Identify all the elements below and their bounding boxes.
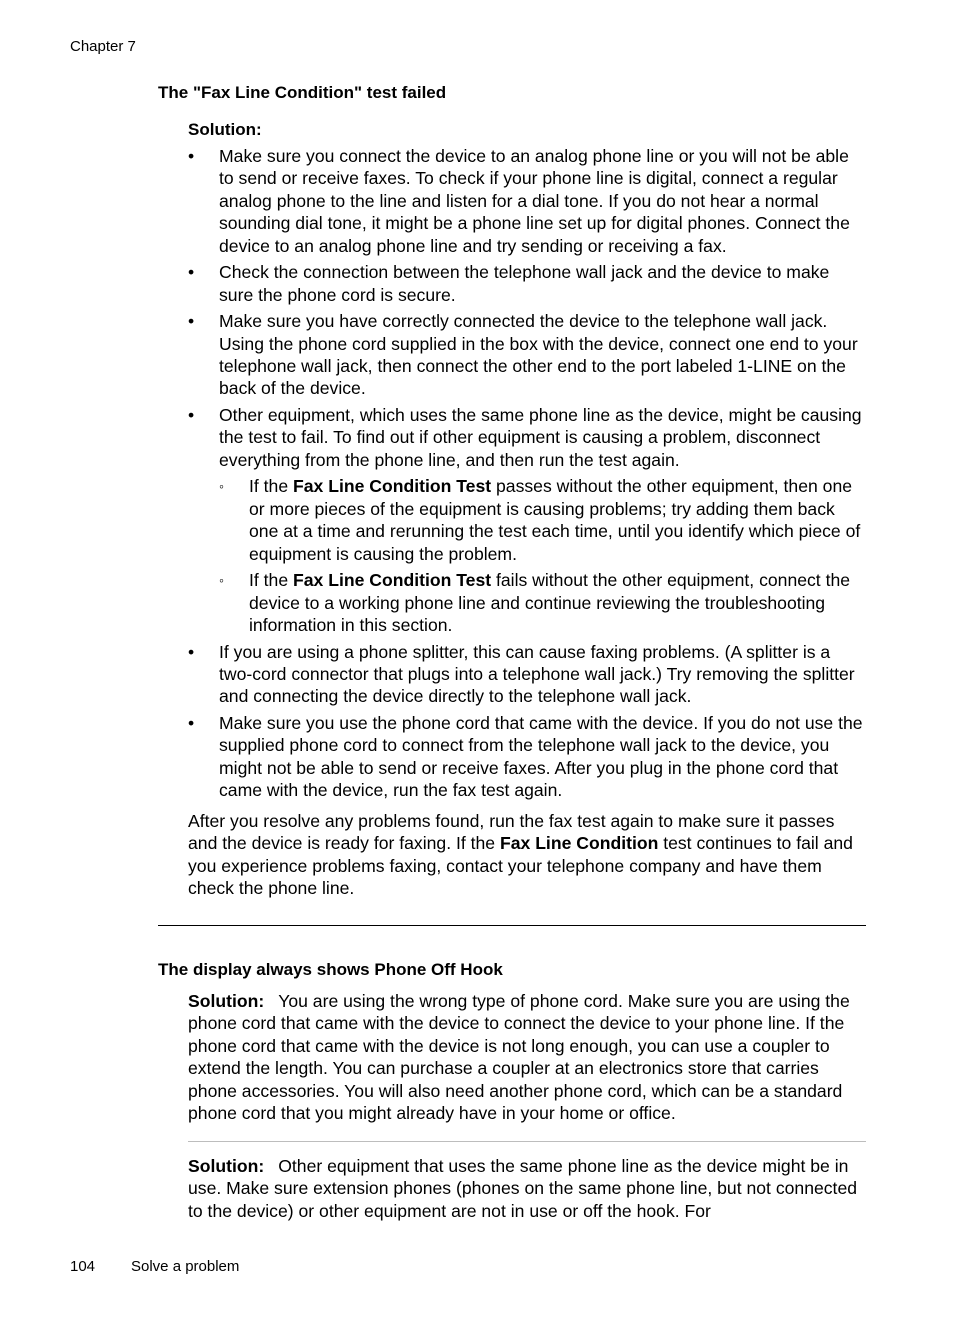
bullet-item — [188, 404, 868, 636]
sub-bullet-item — [219, 569, 868, 636]
solution-bullet-list — [188, 145, 868, 806]
solution-paragraph — [188, 1155, 868, 1222]
sub-bullet-post: passes without the other equipment, then one or more pieces of the equipment is causing problems; try adding them back one at a time and rerunning the test each time, until you identify which piece of equipment is causing the problem. — [249, 476, 861, 564]
bullet-text: If you are using a phone splitter, this can cause faxing problems. (A splitter is a two-cord connector that plugs into a telephone wall jack.) Try removing the splitter and connecting the device directly to the telephone wall jack. — [219, 641, 855, 707]
section-divider — [158, 925, 866, 926]
solution-divider — [188, 1141, 866, 1142]
solution-paragraph — [188, 990, 868, 1124]
sub-bullet-emphasis: Fax Line Condition Test — [293, 570, 492, 591]
bullet-item — [188, 641, 868, 708]
bullet-item — [188, 261, 868, 306]
bullet-text: Make sure you have correctly connected the device to the telephone wall jack. Using the phone cord supplied in the box with the device, connect one end to your telephone wall jack, then connect the other end to the port labeled 1-LINE on the back of the device. — [219, 311, 858, 399]
bullet-item — [188, 310, 868, 400]
closing-emphasis: Fax Line Condition — [499, 833, 659, 854]
bullet-text: Make sure you use the phone cord that came with the device. If you do not use the supplied phone cord to connect from the telephone wall jack to the device, you might not be able to send or receive faxes. After you plug in the phone cord that came with the device, run the fax test again. — [219, 713, 863, 801]
sub-bullet-pre: If the — [249, 570, 294, 591]
section-heading-fax-line-condition: The "Fax Line Condition" test failed — [158, 83, 447, 102]
footer-page-number: 104 — [70, 1258, 96, 1275]
sub-bullet-item — [219, 475, 868, 565]
solution-label: Solution: — [188, 120, 262, 139]
closing-paragraph — [188, 810, 868, 900]
section-heading-phone-off-hook: The display always shows Phone Off Hook — [158, 960, 503, 979]
sub-bullet-list — [219, 475, 868, 636]
bullet-text: Other equipment, which uses the same phone line as the device, might be causing the test to fail. To find out if other equipment is causing a problem, disconnect everything from the phone line, and then run the test again. — [219, 405, 862, 470]
bullet-text: Make sure you connect the device to an analog phone line or you will not be able to send or receive faxes. To check if your phone line is digital, connect a regular analog phone to the line and listen for a dial tone. If you do not hear a normal sounding dial tone, it might be a phone line set up for digital phones. Connect the device to an analog phone line and try sending or receiving a fax. — [219, 146, 850, 256]
footer-section-title: Solve a problem — [131, 1258, 240, 1275]
solution-label: Solution: — [188, 1156, 265, 1176]
bullet-text: Check the connection between the telephone wall jack and the device to make sure the phone cord is secure. — [219, 262, 830, 305]
bullet-item — [188, 712, 868, 802]
running-header-chapter: Chapter 7 — [70, 38, 136, 55]
solution-text: You are using the wrong type of phone cord. Make sure you are using the phone cord that came with the device to connect the device to your phone line. If the phone cord that came with the device is not long enough, you can use a coupler to extend the length. You can purchase a coupler at an electronics store that carries phone accessories. You will also need another phone cord, which can be a standard phone cord that you might already have in your home or office. — [188, 991, 850, 1124]
solution-text: Other equipment that uses the same phone line as the device might be in use. Make sure extension phones (phones on the same phone line, but not connected to the device) or other equipment are not in use or off the hook. For — [188, 1156, 858, 1221]
closing-pre: After you resolve any problems found, run the fax test again to make sure it passes and the device is ready for faxing. If the — [188, 811, 835, 854]
bullet-item — [188, 145, 868, 257]
solution-label: Solution: — [188, 991, 265, 1011]
sub-bullet-emphasis: Fax Line Condition Test — [293, 476, 492, 497]
sub-bullet-post: fails without the other equipment, connect the device to a working phone line and continue reviewing the troubleshooting information in this section. — [249, 570, 851, 636]
sub-bullet-pre: If the — [249, 476, 294, 497]
closing-post: test continues to fail and you experience problems faxing, contact your telephone company and have them check the phone line. — [188, 833, 853, 899]
